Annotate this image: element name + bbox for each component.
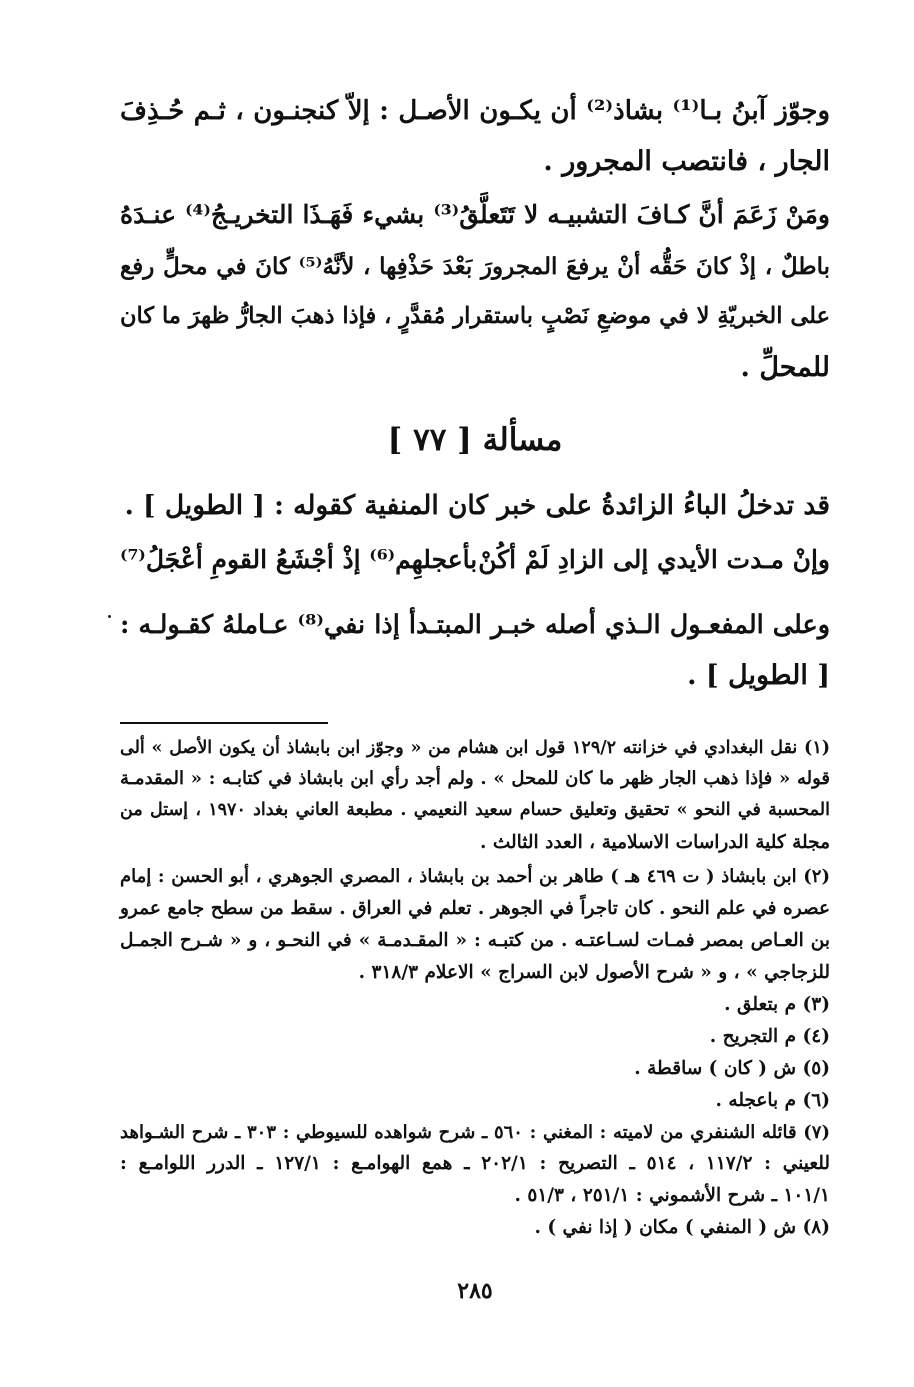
verse-second-hemistich: بأعجلهِم⁽⁶⁾ إذْ أجْشَعُ القومِ أعْجَلُ⁽⁷⁾ bbox=[120, 545, 478, 574]
paragraph-4-line-2: [ الطويل ] . bbox=[687, 660, 830, 691]
paragraph-1-line-1: وجوّز آبنُ بـا⁽¹⁾ بشاذ⁽²⁾ أن يكـون الأصـل : إلاّ كنجنـون ، ثـم حُـذِفَ bbox=[120, 96, 831, 126]
poetry-verse bbox=[120, 545, 830, 574]
footnote-line: (٣) م بتعلق . bbox=[724, 994, 830, 1015]
paragraph-2-line-4: للمحلِّ . bbox=[740, 352, 830, 383]
verse-first-hemistich: وإنْ مـدت الأيدي إلى الزادِ لَمْ أكُنْ bbox=[478, 545, 830, 574]
footnote-line: للزجاجي » ، و « شرح الأصول لابن السراج » الاعلام ٣١٨/٣ . bbox=[358, 962, 830, 983]
paragraph-3: قد تدخلُ الباءُ الزائدةُ على خبر كان المنفية كقوله : [ الطويل ] . bbox=[124, 490, 830, 521]
paragraph-2-line-2: باطلٌ ، إذْ كانَ حَقُّه أنْ يرفعَ المجرورَ بَعْدَ حَذْفِها ، لأنَّهُ⁽⁵⁾ كانَ في محلٍّ رفع bbox=[120, 253, 830, 280]
footnote-line: (٧) قائله الشنفري من لاميته : المغني : ٥٦٠ ـ شرح شواهده للسيوطي : ٣٠٣ ـ شرح الشـواهد bbox=[120, 1122, 830, 1143]
paragraph-1-line-2: الجار ، فانتصب المجرور . bbox=[543, 146, 830, 177]
paragraph-2-line-3: على الخبريّةِ لا في موضعِ نَصْبٍ باستقرار مُقدَّرٍ ، فإذا ذهبَ الجارُّ ظهرَ ما كان bbox=[120, 303, 830, 329]
issue-heading: مسألة [ ٧٧ ] bbox=[387, 422, 563, 458]
footnote-line: للعيني : ١١٧/٢ ، ٥١٤ ـ التصريح : ٢٠٢/١ ـ همع الهوامـع : ١٢٧/١ ـ الدرر اللوامـع : bbox=[120, 1153, 831, 1174]
page-number: ٢٨٥ bbox=[457, 1278, 493, 1304]
footnote-line: قوله « فإذا ذهب الجار ظهر ما كان للمحل » . ولم أجد رأي ابن بابشاذ في كتابـه : « المقدمـة bbox=[120, 768, 830, 789]
footnote-line: (٦) م باعجله . bbox=[715, 1090, 830, 1111]
footnote-line: بن العـاص بمصر فمـات لسـاعتـه . من كتبـه : « المقـدمـة » في النحـو ، و « شـرح الجمـل bbox=[120, 930, 830, 951]
footnote-line: (٨) ش ( المنفي ) مكان ( إذا نفي ) . bbox=[534, 1217, 830, 1238]
footnote-line: (٢) ابن بابشاذ ( ت ٤٦٩ هـ ) طاهر بن أحمد بن بابشاذ ، المصري الجوهري ، أبو الحسن : إمام bbox=[120, 866, 830, 887]
footnote-line: (٤) م التجريح . bbox=[709, 1026, 830, 1047]
speck-mark bbox=[108, 615, 111, 618]
paragraph-2-line-1: ومَنْ زَعَمَ أنَّ كـافَ التشبيـه لا تَتَعلَّقُ⁽³⁾ بشيء فَهَـذَا التخريـجُ⁽⁴⁾ عنـدَهُ bbox=[120, 200, 831, 229]
footnote-line: (٥) ش ( كان ) ساقطة . bbox=[634, 1058, 830, 1079]
footnote-line: عصره في علم النحو . كان تاجراً في الجوهر . تعلم في العراق . سقط من سطح جامع عمرو bbox=[120, 898, 830, 919]
footnote-separator bbox=[120, 722, 328, 724]
book-page bbox=[120, 0, 830, 1387]
paragraph-4-line-1: وعلى المفعـول الـذي أصله خبـر المبتـدأ إذا نفي⁽⁸⁾ عـاملهُ كقـولـه : bbox=[120, 610, 831, 640]
footnote-line: المحسبة في النحو » تحقيق وتعليق حسام سعيد النعيمي . مطبعة العاني بغداد ١٩٧٠ ، إستل من bbox=[120, 800, 830, 820]
footnote-line: (١) نقل البغدادي في خزانته ١٢٩/٢ قول ابن هشام من « وجوّز ابن بابشاذ أن يكون الأصل » ألى bbox=[120, 738, 830, 758]
footnote-line: ١٠١/١ ـ شرح الأشموني : ٢٥١/١ ، ٥١/٣ . bbox=[514, 1185, 830, 1206]
footnote-line: مجلة كلية الدراسات الاسلامية ، العدد الثالث . bbox=[479, 832, 830, 853]
